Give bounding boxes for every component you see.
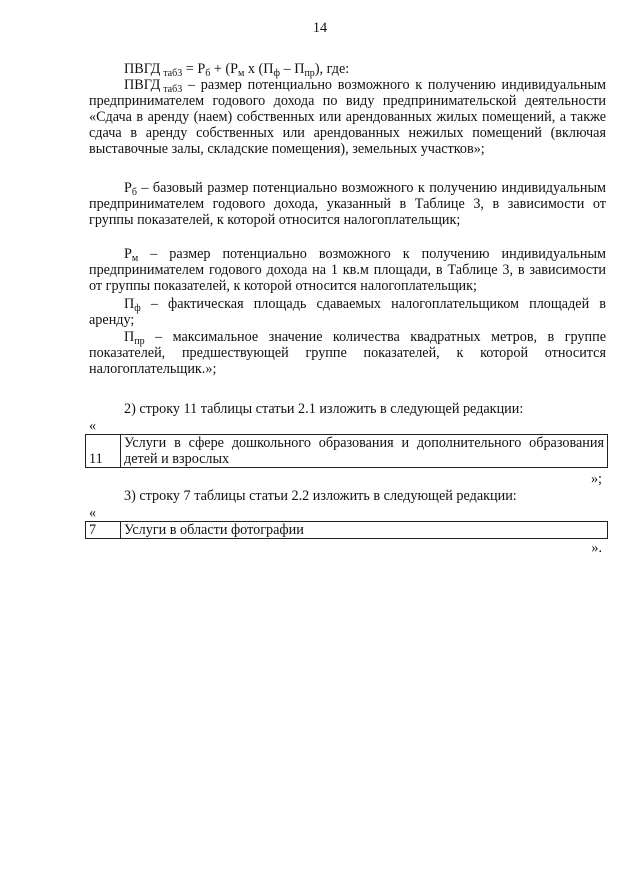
quote-open-2: «	[89, 505, 97, 521]
quote-close-1: »;	[590, 471, 602, 487]
definition-rm-sub: м	[131, 253, 139, 264]
definition-rb-symbol: Р	[124, 180, 132, 196]
formula-rhs-2-sub: м	[238, 68, 245, 79]
formula-rhs-1: = Р	[182, 61, 206, 77]
definition-rb-text: – базовый размер потенциально возможного к получению индивидуальным предпринимателем годового дохода, указанный в Таблице 3, в зависимости от группы показателей, к которой относится налогоплательщик;	[89, 180, 606, 228]
definition-pvgd-sub: таб3	[163, 84, 183, 95]
definition-pvgd	[89, 77, 606, 157]
definition-rm-symbol: Р	[124, 246, 132, 262]
definition-pf-sub: ф	[134, 303, 141, 314]
page-number: 14	[312, 20, 328, 36]
definition-rm	[89, 246, 606, 294]
formula-rhs-3: х (П	[244, 61, 274, 77]
definition-rb	[89, 180, 606, 228]
table-row	[86, 522, 608, 539]
instruction-row-7: 3) строку 7 таблицы статьи 2.2 изложить в следующей редакции:	[124, 488, 517, 504]
formula-rhs-2: + (Р	[210, 61, 239, 77]
table-row	[86, 435, 608, 468]
formula-rhs-5: ), где:	[314, 61, 350, 77]
definition-pvgd-symbol: ПВГД	[124, 77, 161, 93]
formula-rhs-3-sub: ф	[273, 68, 281, 79]
definition-pvgd-text: – размер потенциально возможного к получению индивидуальным предпринимателем годового дохода по виду предпринимательской деятельности «Сдача в аренду (наем) собственных или арендованных жилых помещений, а также сдача в аренду собственных или арендованных нежилых помещений (включая выставочные залы, складские помещения), земельных участков»;	[89, 77, 606, 157]
definition-ppr-text: – максимальное значение количества квадратных метров, в группе показателей, предшествующей группе показателей, к которой относится налогоплательщик.»;	[89, 329, 606, 377]
table-row-description: Услуги в сфере дошкольного образования и дополнительного образования детей и взрослых	[121, 435, 608, 468]
definition-pf-symbol: П	[124, 296, 135, 312]
formula-rhs-4-sub: пр	[304, 68, 315, 79]
definition-ppr-sub: пр	[134, 336, 145, 347]
definition-pf-text: – фактическая площадь сдаваемых налогоплательщиком площадей в аренду;	[89, 296, 606, 328]
quote-open-1: «	[89, 418, 97, 434]
table-row-description: Услуги в области фотографии	[121, 522, 608, 539]
definition-rb-sub: б	[131, 187, 137, 198]
formula-rhs-4: – П	[280, 61, 305, 77]
table-row-number: 7	[86, 522, 121, 539]
formula-rhs-1-sub: б	[205, 68, 211, 79]
table-row-7	[85, 521, 608, 539]
definition-rm-text: – размер потенциально возможного к получению индивидуальным предпринимателем годового дохода на 1 кв.м площади, в Таблице 3, в зависимости от группы показателей, к которой относится налогоплательщик;	[89, 246, 606, 294]
definition-pf	[89, 296, 606, 328]
definition-ppr	[89, 329, 606, 377]
formula-lhs-sub: таб3	[163, 68, 183, 79]
table-row-11	[85, 434, 608, 468]
definition-ppr-symbol: П	[124, 329, 135, 345]
quote-close-2: ».	[591, 540, 602, 556]
formula-lhs: ПВГД	[124, 61, 161, 77]
table-row-number: 11	[86, 435, 121, 468]
instruction-row-11: 2) строку 11 таблицы статьи 2.1 изложить в следующей редакции:	[124, 401, 524, 417]
formula	[124, 61, 349, 77]
